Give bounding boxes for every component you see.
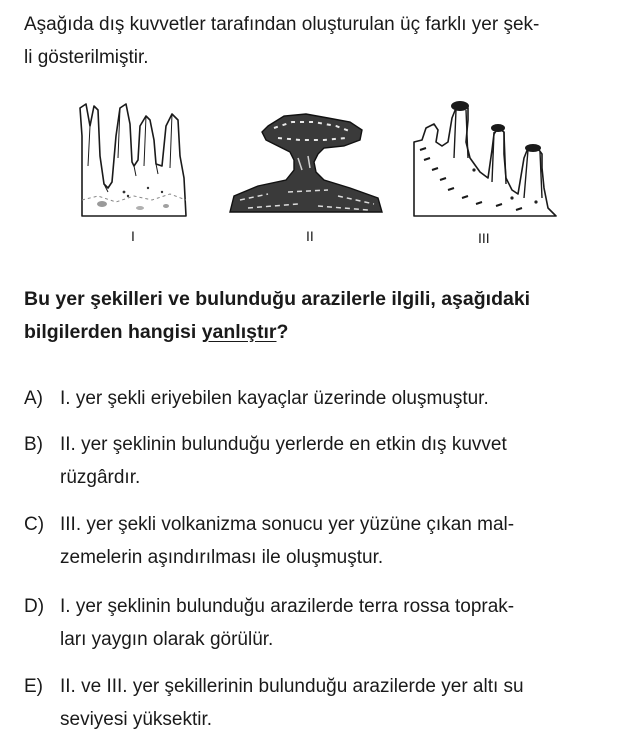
- option-c-line-2: zemelerin aşındırılması ile oluşmuştur.: [60, 547, 384, 568]
- option-b-letter: B): [24, 434, 43, 455]
- karst-pinnacles-drawing: [78, 96, 190, 218]
- option-e-line-1: II. ve III. yer şekillerinin bulunduğu arazilerde yer altı su: [60, 676, 524, 697]
- question-line-2: [24, 316, 616, 349]
- figure-earth-pillars: [412, 98, 558, 246]
- option-e[interactable]: [24, 670, 616, 736]
- option-c[interactable]: [24, 508, 616, 574]
- option-a-letter: A): [24, 388, 43, 409]
- intro-text: [24, 8, 614, 74]
- option-e-letter: E): [24, 676, 43, 697]
- option-b-line-2: rüzgârdır.: [60, 467, 141, 488]
- figure-mushroom-rock: [228, 100, 384, 244]
- question-line-2-start: bilgilerden hangisi: [24, 321, 202, 343]
- intro-line-1: Aşağıda dış kuvvetler tarafından oluşturulan üç farklı yer şek-: [24, 14, 540, 35]
- earth-pillars-drawing: [412, 98, 558, 220]
- figure-label-3: III: [478, 230, 490, 246]
- mushroom-rock-drawing: [228, 100, 384, 220]
- option-e-line-2: seviyesi yüksektir.: [60, 709, 213, 730]
- option-c-line-1: III. yer şekli volkanizma sonucu yer yüzüne çıkan mal-: [60, 514, 515, 535]
- figure-label-1: I: [131, 228, 135, 244]
- figure-karst-pinnacles: [78, 96, 190, 244]
- option-b-line-1: II. yer şeklinin bulunduğu yerlerde en etkin dış kuvvet: [60, 434, 507, 455]
- option-d-line-1: I. yer şeklinin bulunduğu arazilerde terra rossa toprak-: [60, 596, 515, 617]
- option-d-letter: D): [24, 596, 45, 617]
- option-a-line-1: I. yer şekli eriyebilen kayaçlar üzerinde oluşmuştur.: [60, 388, 489, 409]
- question-line-1: Bu yer şekilleri ve bulunduğu arazilerle ilgili, aşağıdaki: [24, 288, 531, 310]
- option-d-line-2: ları yaygın olarak görülür.: [60, 629, 274, 650]
- option-b[interactable]: [24, 428, 616, 494]
- question-stem: [24, 283, 616, 349]
- question-line-2-end: ?: [276, 321, 289, 343]
- option-c-letter: C): [24, 514, 45, 535]
- option-a[interactable]: [24, 382, 616, 415]
- intro-line-2: li gösterilmiştir.: [24, 47, 149, 68]
- figure-label-2: II: [306, 228, 314, 244]
- option-d[interactable]: [24, 590, 616, 656]
- question-underlined-word: yanlıştır: [201, 321, 277, 343]
